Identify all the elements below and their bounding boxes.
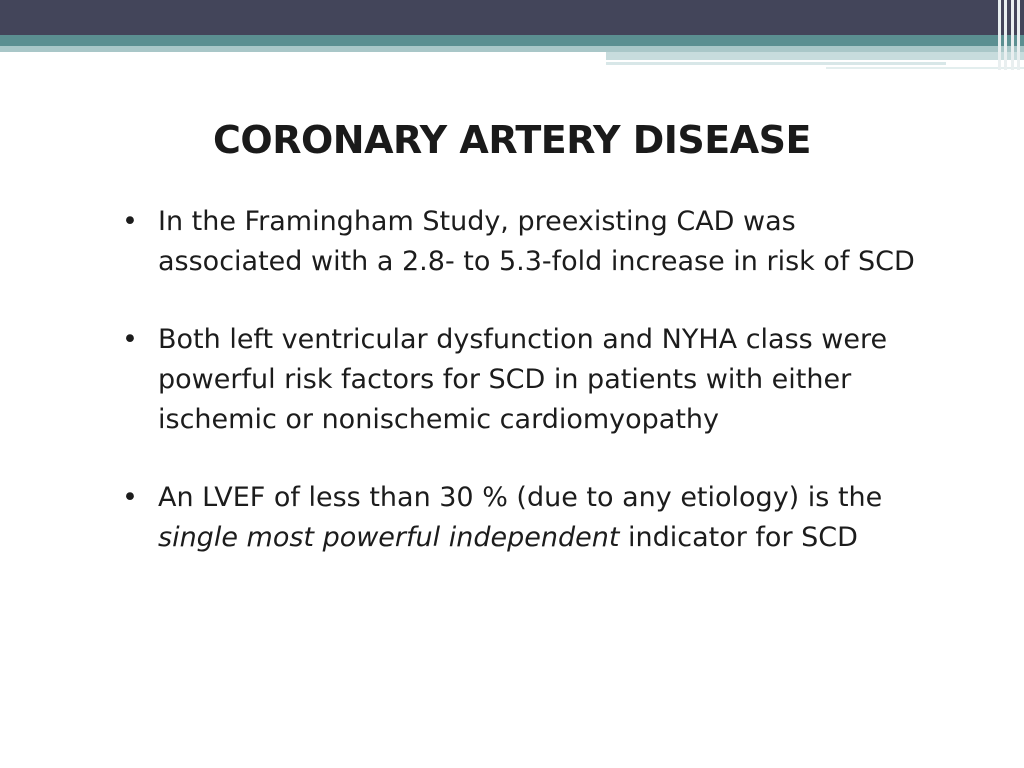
bullet-dot: •: [122, 324, 138, 355]
stripe: [1017, 0, 1020, 70]
bullet-dot: •: [122, 206, 138, 237]
header-accent-band: [606, 52, 1024, 60]
bullet-list: [120, 202, 920, 558]
bullet-item-lv-dysfunction: [120, 320, 920, 440]
stripe: [1004, 0, 1007, 70]
header-teal-band: [0, 35, 1024, 46]
header-dark-band: [0, 0, 1024, 35]
bullet-text-after: indicator for SCD: [619, 522, 858, 553]
header-accent-line: [606, 62, 946, 65]
bullet-text-emphasis: single most powerful independent: [158, 522, 620, 553]
stripe: [1011, 0, 1014, 70]
header-stripes: [994, 0, 1024, 70]
bullet-text: In the Framingham Study, preexisting CAD was associated with a 2.8- to 5.3-fold increase in risk of SCD: [158, 206, 915, 277]
slide-title: CORONARY ARTERY DISEASE: [213, 118, 811, 162]
bullet-item-lvef: [120, 478, 920, 558]
bullet-text-before: An LVEF of less than 30 % (due to any etiology) is the: [158, 482, 883, 513]
stripe: [998, 0, 1001, 70]
bullet-item-framingham: [120, 202, 920, 282]
bullet-dot: •: [122, 482, 138, 513]
bullet-text: Both left ventricular dysfunction and NYHA class were powerful risk factors for SCD in patients with either ischemic or nonischemic cardiomyopathy: [158, 324, 888, 435]
